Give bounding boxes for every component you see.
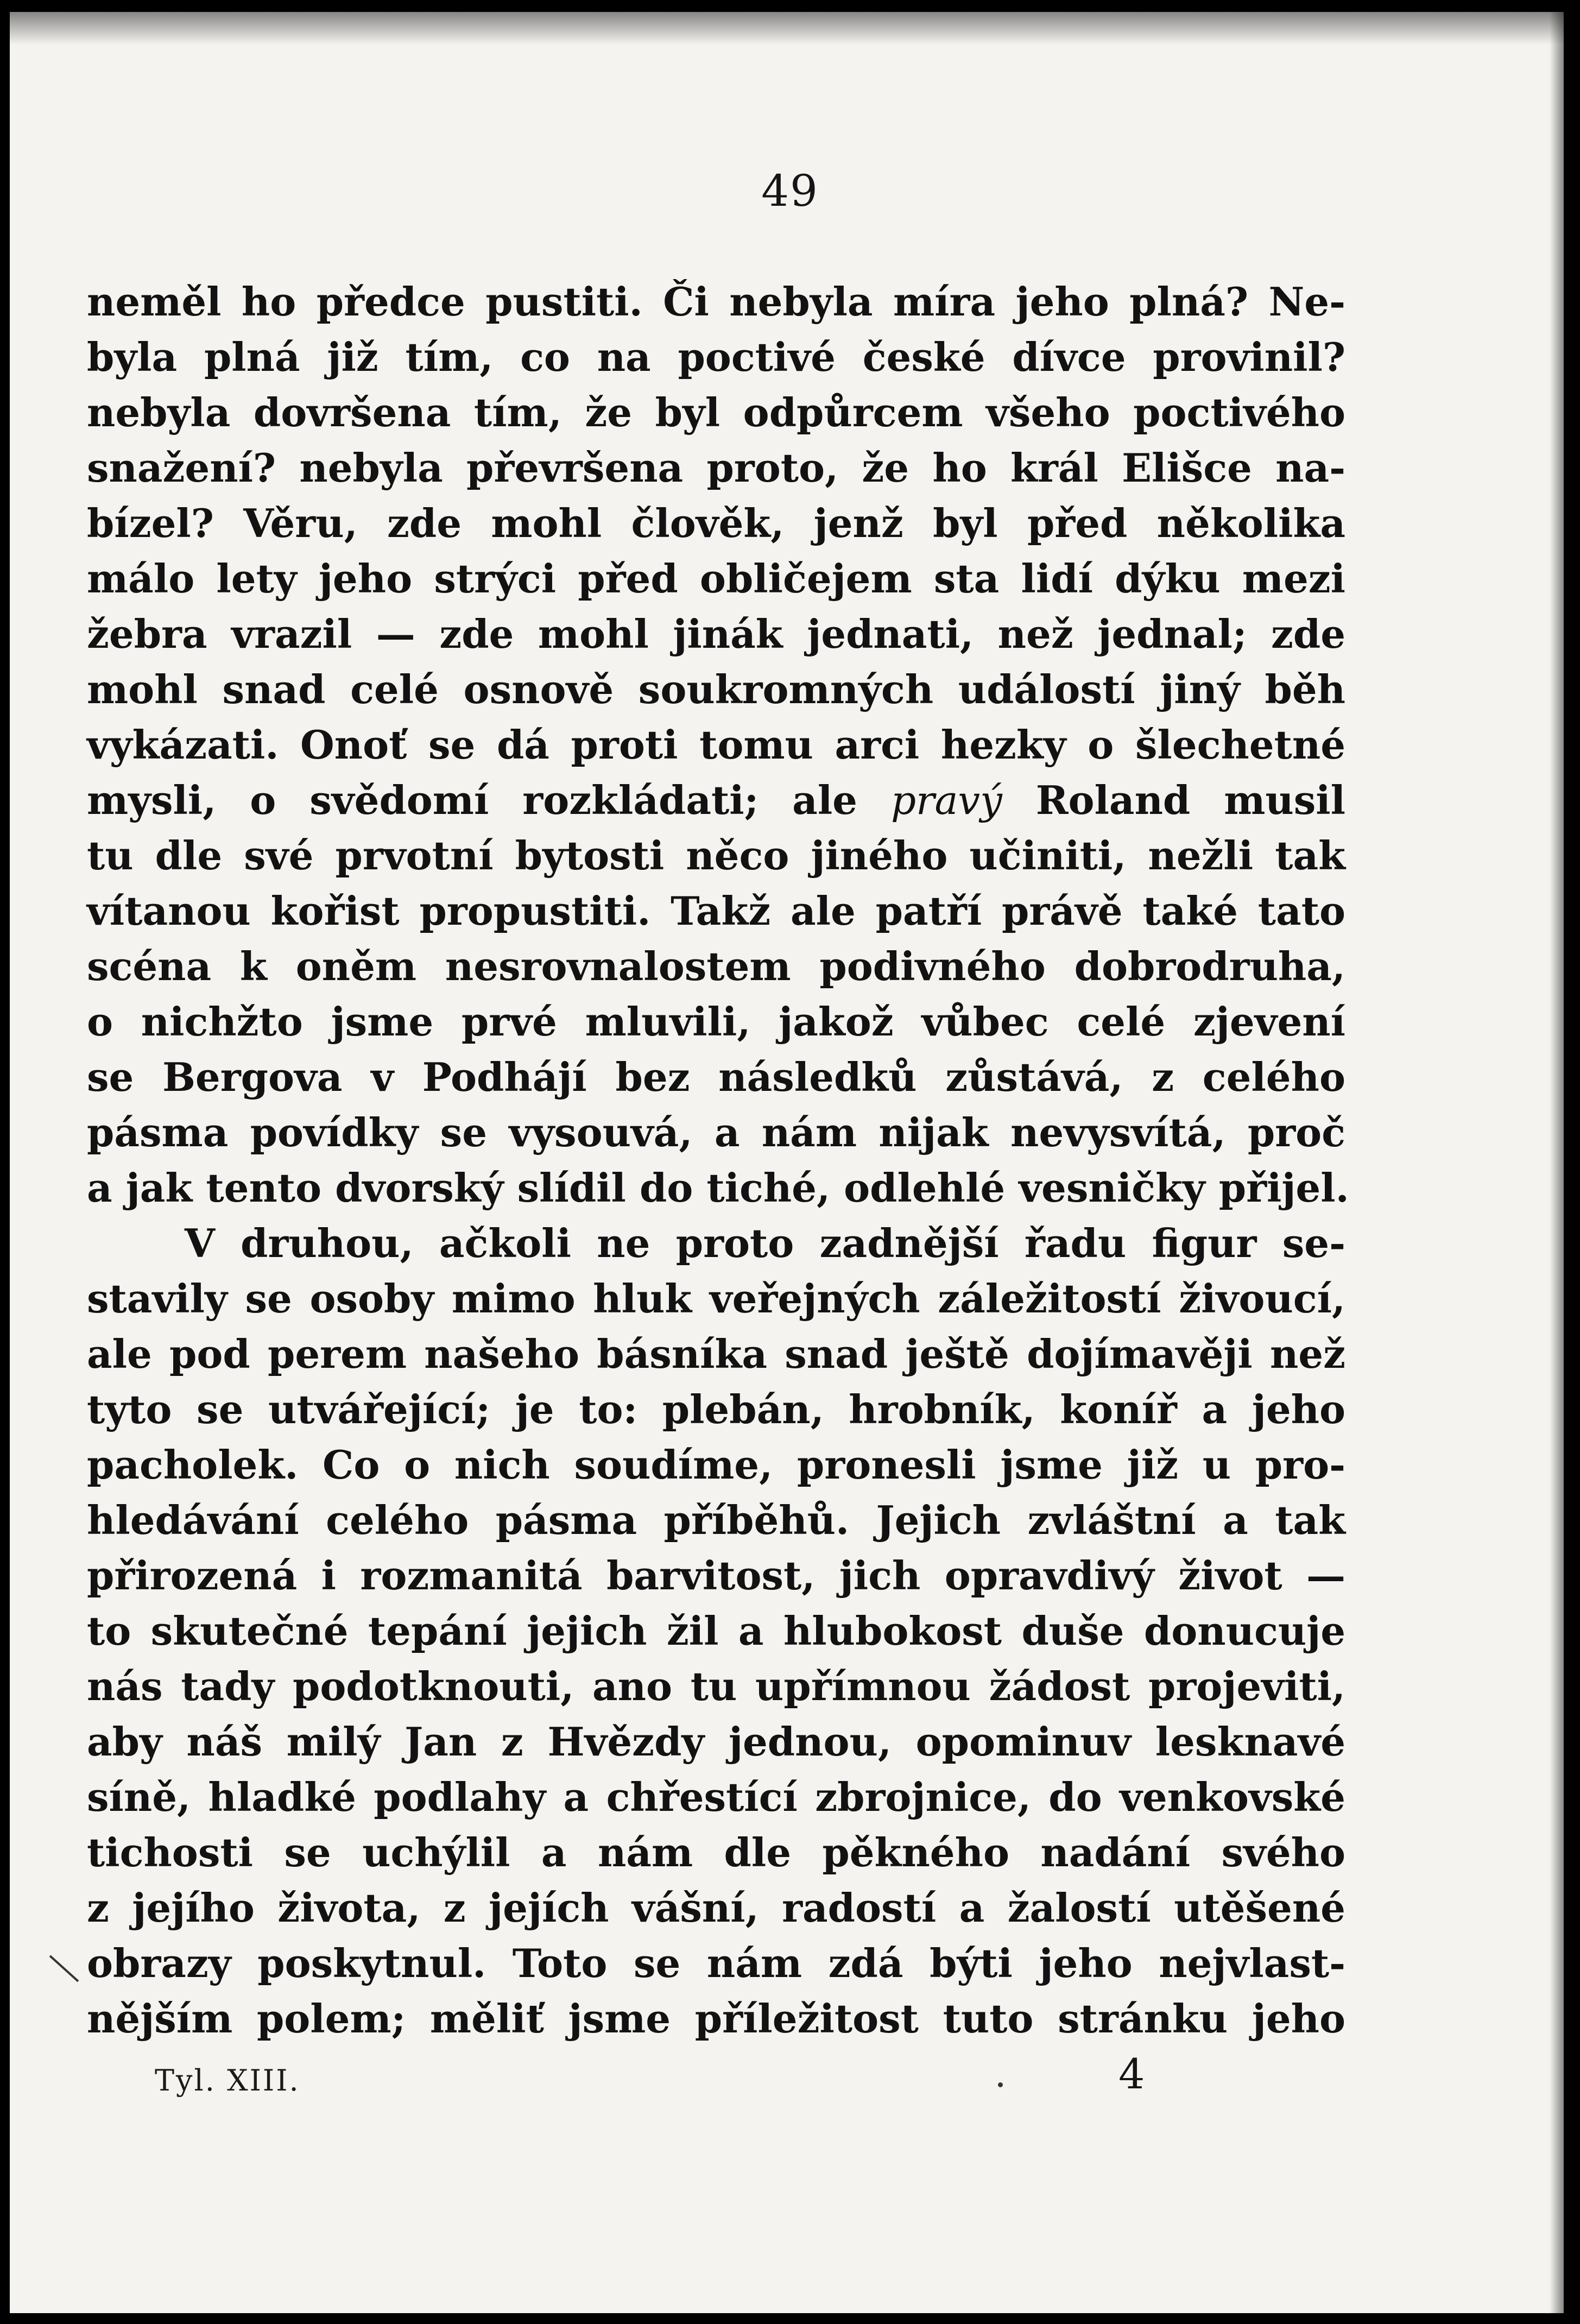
text-line: to skutečné tepání jejich žil a hlubokost duše donucuje xyxy=(87,1608,1345,1654)
text-line: nějším polem; měliť jsme příležitost tuto stránku jeho xyxy=(87,1995,1345,2042)
text-line: a jak tento dvorský slídil do tiché, odlehlé vesničky přijel. xyxy=(87,1165,1349,1211)
text-line: z jejího života, z jejích vášní, radostí a žalostí utěšené xyxy=(87,1885,1345,1931)
text-line: stavily se osoby mimo hluk veřejných záležitostí živoucí, xyxy=(87,1275,1345,1322)
text-line: o nichžto jsme prvé mluvili, jakož vůbec celé zjevení xyxy=(87,999,1345,1045)
text-line: bízel? Věru, zde mohl člověk, jenž byl před několika xyxy=(87,500,1345,546)
text-line: síně, hladké podlahy a chřestící zbrojnice, do venkovské xyxy=(87,1774,1345,1820)
text-line: hledávání celého pásma příběhů. Jejich zvláštní a tak xyxy=(87,1497,1345,1543)
text-line: pásma povídky se vysouvá, a nám nijak nevysvítá, proč xyxy=(87,1109,1345,1155)
text-line: tyto se utvářející; je to: plebán, hrobník, koníř a jeho xyxy=(87,1386,1345,1432)
text-line: pacholek. Co o nich soudíme, pronesli jsme již u pro- xyxy=(87,1442,1345,1488)
signature-number: 4 xyxy=(1118,2050,1145,2098)
text-line: mohl snad celé osnově soukromných událostí jiný běh xyxy=(87,666,1345,712)
text-line: přirozená i rozmanitá barvitost, jich opravdivý život — xyxy=(87,1552,1345,1599)
text-line: ale pod perem našeho básníka snad ještě dojímavěji než xyxy=(87,1331,1345,1377)
text-line: aby náš milý Jan z Hvězdy jednou, opominuv lesknavé xyxy=(87,1719,1345,1765)
text-line-indented: V druhou, ačkoli ne proto zadnější řadu figur se- xyxy=(185,1220,1345,1266)
text-line: neměl ho předce pustiti. Či nebyla míra jeho plná? Ne- xyxy=(87,279,1345,325)
text-line: nás tady podotknouti, ano tu upřímnou žádost projeviti, xyxy=(87,1663,1345,1709)
page-right-shadow xyxy=(1550,12,1564,2313)
ink-dot xyxy=(998,2082,1003,2087)
text-line: scéna k oněm nesrovnalostem podivného dobrodruha, xyxy=(87,943,1345,989)
text-line: byla plná již tím, co na poctivé české dívce provinil? xyxy=(87,334,1345,380)
page-top-shadow xyxy=(10,12,1564,45)
text-line: nebyla dovršena tím, že byl odpůrcem všeho poctivého xyxy=(87,389,1345,435)
text-line: tu dle své prvotní bytosti něco jiného učiniti, nežli tak xyxy=(87,832,1345,879)
text-line: tichosti se uchýlil a nám dle pěkného nadání svého xyxy=(87,1829,1345,1875)
text-line: vítanou kořist propustiti. Takž ale patří právě také tato xyxy=(87,888,1345,934)
text-line: mysli, o svědomí rozkládati; ale pravý Roland musil xyxy=(87,777,1345,823)
text-line: vykázati. Onoť se dá proti tomu arci hezky o šlechetné xyxy=(87,722,1345,768)
body-text xyxy=(87,274,1349,2047)
text-line: obrazy poskytnul. Toto se nám zdá býti jeho nejvlast- xyxy=(87,1940,1345,1986)
text-line: se Bergova v Podhájí bez následků zůstává, z celého xyxy=(87,1054,1345,1100)
page-number: 49 xyxy=(761,166,819,216)
text-line: snažení? nebyla převršena proto, že ho král Elišce na- xyxy=(87,445,1345,491)
text-line: málo lety jeho strýci před obličejem sta lidí dýku mezi xyxy=(87,555,1345,602)
text-line: žebra vrazil — zde mohl jinák jednati, než jednal; zde xyxy=(87,611,1345,657)
signature-mark: Tyl. XIII. xyxy=(155,2063,300,2098)
